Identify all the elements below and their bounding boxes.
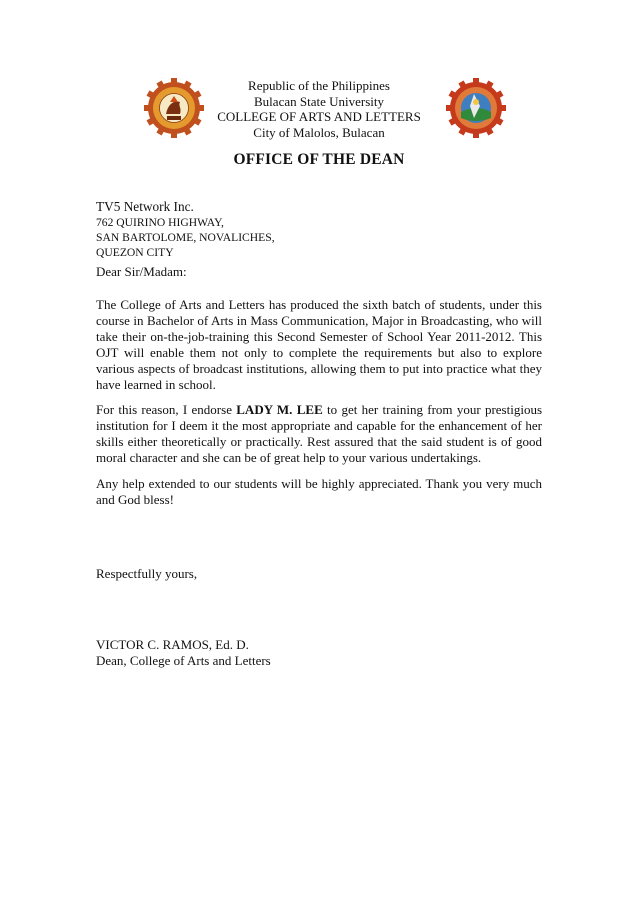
- signatory-name: VICTOR C. RAMOS, Ed. D.: [96, 637, 249, 652]
- header-line-city: City of Malolos, Bulacan: [253, 124, 385, 140]
- paragraph-1: The College of Arts and Letters has produced the sixth batch of students, under this course in Bachelor of Arts in Mass Communication, Major in Broadcasting, who will take their on-the-job-training this Second Semester of School Year 2011-2012. This OJT will enable them not only to complete the requirements but also to explore various aspects of broadcast institutions, allowing them to put into practice what they have learned in school.: [96, 297, 542, 392]
- paragraph-3: Any help extended to our students will be highly appreciated. Thank you very much and God bless!: [96, 476, 542, 507]
- header-line-college: COLLEGE OF ARTS AND LETTERS: [217, 109, 421, 124]
- paragraph-2-rest: to get her training from your prestigious institution for I deem it the most appropriate and capable for the enhancement of her skills either theoretically or practically. Rest assured that the said student is of good moral character and she can be of great help to your various undertakings.: [96, 402, 542, 465]
- recipient-block: [96, 199, 542, 260]
- signature-block: [96, 637, 542, 669]
- signatory-title: Dean, College of Arts and Letters: [96, 653, 271, 668]
- header-line-republic: Republic of the Philippines: [248, 78, 390, 93]
- closing: Respectfully yours,: [96, 566, 198, 581]
- recipient-address-line-1: 762 QUIRINO HIGHWAY,: [96, 216, 224, 229]
- student-name: LADY M. LEE: [236, 402, 323, 417]
- paragraph-2: [96, 402, 542, 466]
- recipient-name: TV5 Network Inc.: [96, 199, 194, 214]
- header-line-university: Bulacan State University: [254, 93, 384, 109]
- recipient-address-line-3: QUEZON CITY: [96, 246, 174, 259]
- paragraph-2-intro: For this reason, I endorse: [96, 402, 237, 417]
- recipient-address-line-2: SAN BARTOLOME, NOVALICHES,: [96, 231, 275, 244]
- cal-seal-icon: [446, 78, 506, 138]
- salutation: Dear Sir/Madam:: [96, 264, 187, 279]
- office-title: OFFICE OF THE DEAN: [233, 151, 405, 168]
- letterhead: [0, 78, 638, 140]
